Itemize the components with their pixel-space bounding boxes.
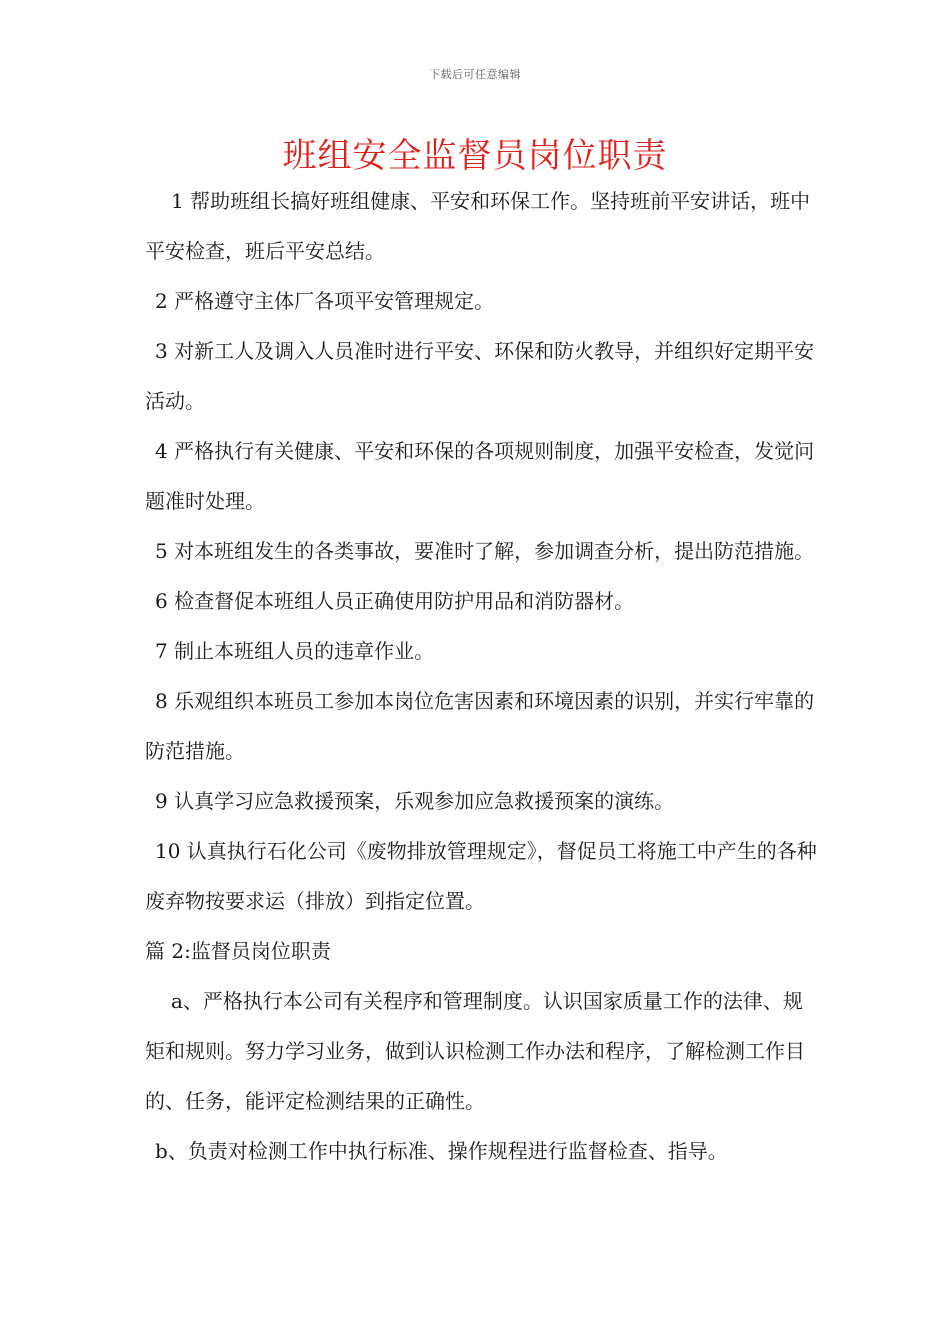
- duty-item-7: 7 制止本班组人员的违章作业。: [155, 639, 435, 663]
- document-body: [145, 176, 820, 1176]
- duty-item-5: 5 对本班组发生的各类事故，要准时了解，参加调查分析，提出防范措施。: [155, 539, 815, 563]
- duty-item-2: 2 严格遵守主体厂各项平安管理规定。: [155, 289, 495, 313]
- duty-item-4: 4 严格执行有关健康、平安和环保的各项规则制度，加强平安检查，发觉问题准时处理。: [145, 439, 815, 513]
- document-title: 班组安全监督员岗位职责: [282, 136, 668, 176]
- duty-item-6: 6 检查督促本班组人员正确使用防护用品和消防器材。: [155, 589, 635, 613]
- duty-item-1: 1 帮助班组长搞好班组健康、平安和环保工作。坚持班前平安讲话，班中平安检查，班后平安总结。: [145, 189, 811, 263]
- duty-item-9: 9 认真学习应急救援预案，乐观参加应急救援预案的演练。: [155, 789, 675, 813]
- duty-item-10: 10 认真执行石化公司《废物排放管理规定》，督促员工将施工中产生的各种废弃物按要求运（排放）到指定位置。: [145, 839, 817, 913]
- header-note: 下载后可任意编辑: [429, 68, 521, 81]
- section-2-item-b: b、负责对检测工作中执行标准、操作规程进行监督检查、指导。: [155, 1139, 728, 1163]
- section-2-item-a: a、严格执行本公司有关程序和管理制度。认识国家质量工作的法律、规矩和规则。努力学习业务，做到认识检测工作办法和程序，了解检测工作目的、任务，能评定检测结果的正确性。: [145, 989, 805, 1113]
- duty-item-3: 3 对新工人及调入人员准时进行平安、环保和防火教导，并组织好定期平安活动。: [145, 339, 815, 413]
- duty-item-8: 8 乐观组织本班员工参加本岗位危害因素和环境因素的识别，并实行牢靠的防范措施。: [145, 689, 815, 763]
- section-2-heading: 篇 2:监督员岗位职责: [145, 939, 331, 963]
